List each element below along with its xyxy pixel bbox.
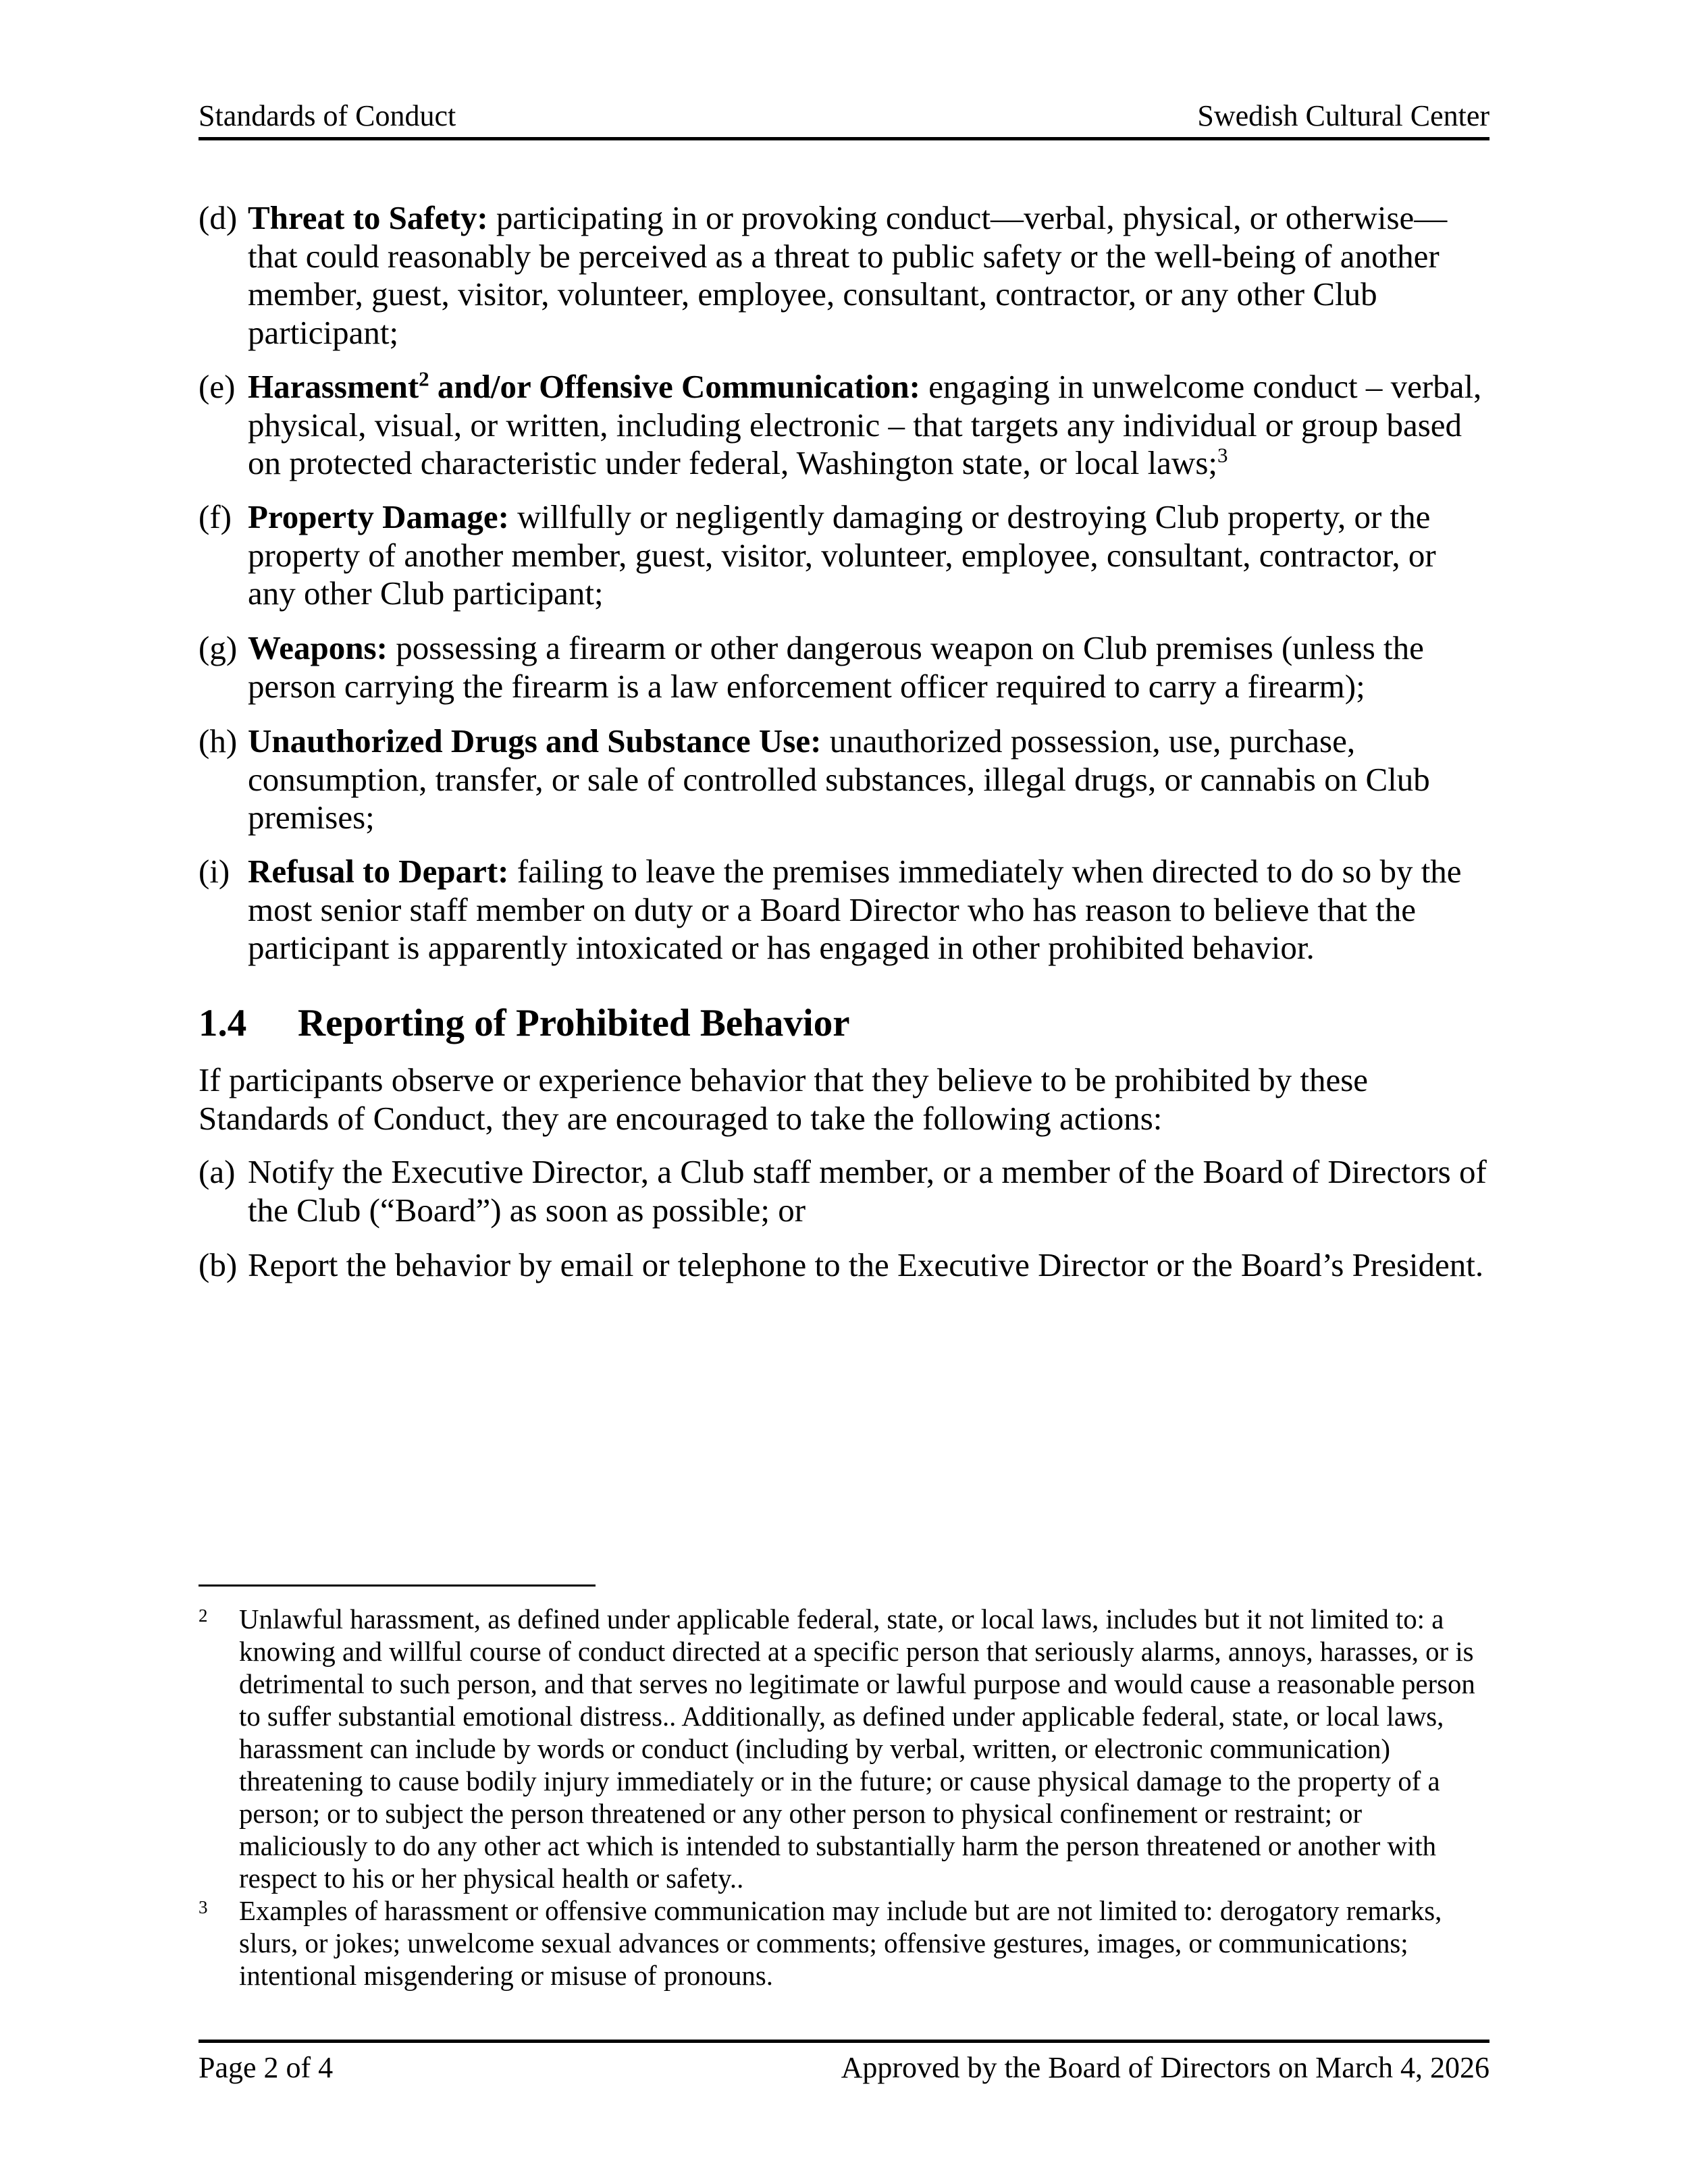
item-term: and/or Offensive Communication: <box>429 368 920 405</box>
item-label: (d) <box>199 199 238 236</box>
list-item-e <box>199 368 1489 483</box>
page-footer <box>199 2050 1489 2085</box>
approval-note: Approved by the Board of Directors on March 4, 2026 <box>841 2051 1489 2084</box>
item-text: possessing a firearm or other dangerous weapon on Club premises (unless the person carrying the firearm is a law enforcement officer required to carry a firearm); <box>248 629 1424 705</box>
item-term: Unauthorized Drugs and Substance Use: <box>248 722 822 760</box>
section-number: 1.4 <box>199 1002 247 1044</box>
footnote-text: Unlawful harassment, as defined under applicable federal, state, or local laws, includes but it not limited to: a knowing and willful course of conduct directed at a specific person that seriously alarms, annoys, harasses, or is detrimental to such person, and that serves no legitimate or lawful purpose and would cause a reasonable person to suffer substantial emotional distress.. Additionally, as defined under applicable federal, state, or local laws, harassment can include by words or conduct (including by verbal, written, or electronic communication) threatening to cause bodily injury immediately or in the future; or cause physical damage to the property of a person; or to subject the person threatened or any other person to physical confinement or restraint; or maliciously to do any other act which is intended to substantially harm the person threatened or another with respect to his or her physical health or safety.. <box>239 1604 1475 1894</box>
list-item-d <box>199 199 1489 352</box>
section-intro: If participants observe or experience behavior that they believe to be prohibited by these Standards of Conduct, they are encouraged to take the following actions: <box>199 1061 1369 1137</box>
header-title: Standards of Conduct <box>199 99 456 132</box>
section-heading <box>199 1001 850 1045</box>
item-term: Property Damage: <box>248 498 509 535</box>
item-text: Notify the Executive Director, a Club staff member, or a member of the Board of Directors of the Club (“Board”) as soon as possible; or <box>248 1153 1487 1229</box>
footnote-2 <box>199 1603 1489 1895</box>
list-item-i <box>199 853 1489 967</box>
item-text: unauthorized possession, use, purchase, consumption, transfer, or sale of controlled substances, illegal drugs, or cannabis on Club premises; <box>248 722 1430 836</box>
footnote-mark: 2 <box>199 1605 208 1626</box>
footnote-text: Examples of harassment or offensive communication may include but are not limited to: derogatory remarks, slurs, or jokes; unwelcome sexual advances or comments; offensive gestures, images, or communications; intentional misgendering or misuse of pronouns. <box>239 1896 1442 1991</box>
item-label: (b) <box>199 1246 238 1283</box>
page-number: Page 2 of 4 <box>199 2051 334 2084</box>
item-term: Refusal to Depart: <box>248 853 509 890</box>
page-header <box>199 99 1489 133</box>
footer-rule <box>199 2040 1489 2043</box>
header-org: Swedish Cultural Center <box>1197 99 1489 132</box>
footnote-3 <box>199 1895 1489 1992</box>
item-label: (h) <box>199 722 238 760</box>
action-item-a <box>199 1153 1489 1229</box>
item-term: Threat to Safety: <box>248 199 488 236</box>
item-text: Report the behavior by email or telephone to the Executive Director or the Board’s President. <box>248 1246 1484 1283</box>
header-rule <box>199 137 1489 140</box>
list-item-f <box>199 498 1489 613</box>
item-text: failing to leave the premises immediately when directed to do so by the most senior staff member on duty or a Board Director who has reason to believe that the participant is apparently intoxicated or has engaged in other prohibited behavior. <box>248 853 1462 966</box>
footnote-mark: 3 <box>199 1897 208 1917</box>
item-term: Weapons: <box>248 629 388 666</box>
item-label: (e) <box>199 368 236 405</box>
item-label: (a) <box>199 1153 236 1190</box>
item-text: willfully or negligently damaging or destroying Club property, or the property of another member, guest, visitor, volunteer, employee, consultant, contractor, or any other Club participant; <box>248 498 1436 612</box>
footnote-separator <box>199 1584 596 1587</box>
footnote-ref-2[interactable]: 2 <box>419 367 429 391</box>
item-label: (f) <box>199 498 232 535</box>
action-item-b <box>199 1246 1489 1285</box>
item-label: (g) <box>199 629 238 666</box>
list-item-h <box>199 722 1489 837</box>
list-item-g <box>199 629 1489 705</box>
section-title: Reporting of Prohibited Behavior <box>298 1002 850 1044</box>
footnote-ref-3[interactable]: 3 <box>1217 443 1228 467</box>
item-label: (i) <box>199 853 230 890</box>
item-term: Harassment <box>248 368 419 405</box>
item-text: participating in or provoking conduct—verbal, physical, or otherwise—that could reasonably be perceived as a threat to public safety or the well-being of another member, guest, visitor, volunteer, employee, consultant, contractor, or any other Club participant; <box>248 199 1448 351</box>
item-text: engaging in unwelcome conduct – verbal, physical, visual, or written, including electronic – that targets any individual or group based on protected characteristic under federal, Washington state, or local laws; <box>248 368 1482 481</box>
